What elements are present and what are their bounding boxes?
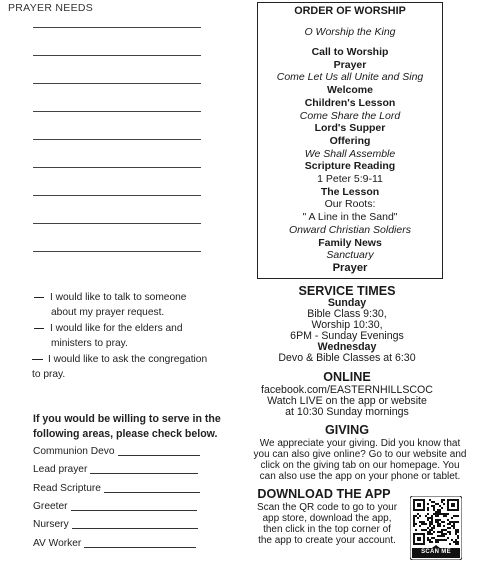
worship-item: Come Share the Lord — [299, 110, 401, 122]
check-label: I would like for the elders and — [50, 323, 183, 334]
serve-area-label: Communion Devo — [33, 446, 115, 457]
serve-blank[interactable] — [84, 547, 196, 548]
checkbox-line[interactable] — [32, 359, 43, 360]
service-line: Bible Class 9:30, — [307, 308, 387, 320]
qr-scan-label: SCAN ME — [421, 549, 451, 555]
serve-row-greeter[interactable] — [33, 501, 197, 512]
worship-item: O Worship the King — [304, 26, 396, 38]
serve-blank[interactable] — [104, 492, 200, 493]
prayer-needs-title: PRAYER NEEDS — [8, 2, 94, 14]
writing-line[interactable] — [33, 139, 201, 140]
worship-item: Come Let Us all Unite and Sing — [276, 71, 424, 83]
writing-line[interactable] — [33, 223, 201, 224]
check-label-cont: to pray. — [32, 369, 66, 380]
serve-blank[interactable] — [118, 455, 200, 456]
writing-line[interactable] — [33, 55, 201, 56]
check-label: I would like to ask the congregation — [48, 354, 208, 365]
check-label-cont: ministers to pray. — [51, 338, 128, 349]
download-line: the app to create your account. — [258, 535, 396, 546]
worship-item: Family News — [318, 237, 382, 249]
service-line: 6PM - Sunday Evenings — [290, 330, 404, 342]
service-times-heading: SERVICE TIMES — [298, 284, 396, 298]
worship-title: ORDER OF WORSHIP — [294, 5, 406, 17]
giving-line: click on the giving tab on our homepage. You — [260, 460, 460, 471]
facebook-link[interactable]: facebook.com/EASTERNHILLSCOC — [261, 384, 433, 396]
worship-item: 1 Peter 5:9-11 — [317, 173, 383, 185]
worship-item: Scripture Reading — [304, 160, 396, 172]
worship-item: Prayer — [333, 59, 367, 71]
serve-row-nursery[interactable] — [33, 519, 198, 530]
serve-area-label: Nursery — [33, 519, 69, 530]
serve-area-label: AV Worker — [33, 538, 82, 549]
giving-line: We appreciate your giving. Did you know that — [259, 438, 461, 449]
worship-item: The Lesson — [320, 186, 380, 198]
serve-area-label: Lead prayer — [33, 464, 88, 475]
worship-item: Prayer — [332, 262, 368, 274]
download-line: app store, download the app, — [262, 513, 392, 524]
sunday-label: Sunday — [327, 297, 367, 309]
writing-line[interactable] — [33, 251, 201, 252]
service-line: Devo & Bible Classes at 6:30 — [278, 352, 416, 364]
online-heading: ONLINE — [323, 370, 371, 384]
check-label: I would like to talk to someone — [50, 292, 187, 303]
worship-item: Our Roots: — [324, 198, 376, 210]
wednesday-label: Wednesday — [317, 341, 377, 353]
serve-row-av-worker[interactable] — [33, 538, 196, 549]
download-heading: DOWNLOAD THE APP — [257, 487, 391, 501]
online-line: Watch LIVE on the app or website — [267, 395, 427, 407]
serve-area-label: Greeter — [33, 501, 68, 512]
writing-line[interactable] — [33, 83, 201, 84]
check-label-cont: about my prayer request. — [51, 307, 165, 318]
worship-item: Children's Lesson — [304, 97, 396, 109]
serve-heading: If you would be willing to serve in the following areas, please check below. — [33, 413, 221, 440]
check-elders-pray[interactable] — [34, 321, 183, 351]
serve-blank[interactable] — [90, 473, 198, 474]
giving-heading: GIVING — [324, 423, 370, 437]
writing-line[interactable] — [33, 195, 201, 196]
serve-row-lead-prayer[interactable] — [33, 464, 198, 475]
worship-item: " A Line in the Sand" — [302, 211, 398, 223]
serve-blank[interactable] — [71, 510, 197, 511]
online-line: at 10:30 Sunday mornings — [285, 406, 409, 418]
qr-code-icon[interactable] — [410, 496, 462, 560]
check-talk-to-someone[interactable] — [34, 290, 186, 320]
worship-item: Offering — [329, 135, 371, 147]
download-line: Scan the QR code to go to your — [256, 502, 398, 513]
download-line: then click in the top corner of — [263, 524, 391, 535]
writing-line[interactable] — [33, 111, 201, 112]
checkbox-line[interactable] — [34, 328, 44, 329]
worship-item: Sanctuary — [326, 249, 374, 261]
serve-blank[interactable] — [72, 528, 198, 529]
order-of-worship-box — [257, 2, 443, 279]
giving-line: you can also give online? Go to our website and — [253, 449, 467, 460]
check-congregation-pray[interactable] — [32, 352, 207, 382]
giving-line: can also use the app on your phone or tablet. — [259, 471, 461, 482]
worship-item: Onward Christian Soldiers — [289, 224, 411, 236]
service-line: Worship 10:30, — [311, 319, 383, 331]
serve-area-label: Read Scripture — [33, 483, 101, 494]
worship-item: Welcome — [327, 84, 373, 96]
worship-item: We Shall Assemble — [304, 148, 396, 160]
checkbox-line[interactable] — [34, 297, 44, 298]
serve-row-communion[interactable] — [33, 446, 200, 457]
writing-line[interactable] — [33, 27, 201, 28]
worship-item: Call to Worship — [311, 46, 389, 58]
writing-line[interactable] — [33, 167, 201, 168]
worship-item: Lord's Supper — [314, 122, 386, 134]
serve-row-read-scripture[interactable] — [33, 483, 200, 494]
